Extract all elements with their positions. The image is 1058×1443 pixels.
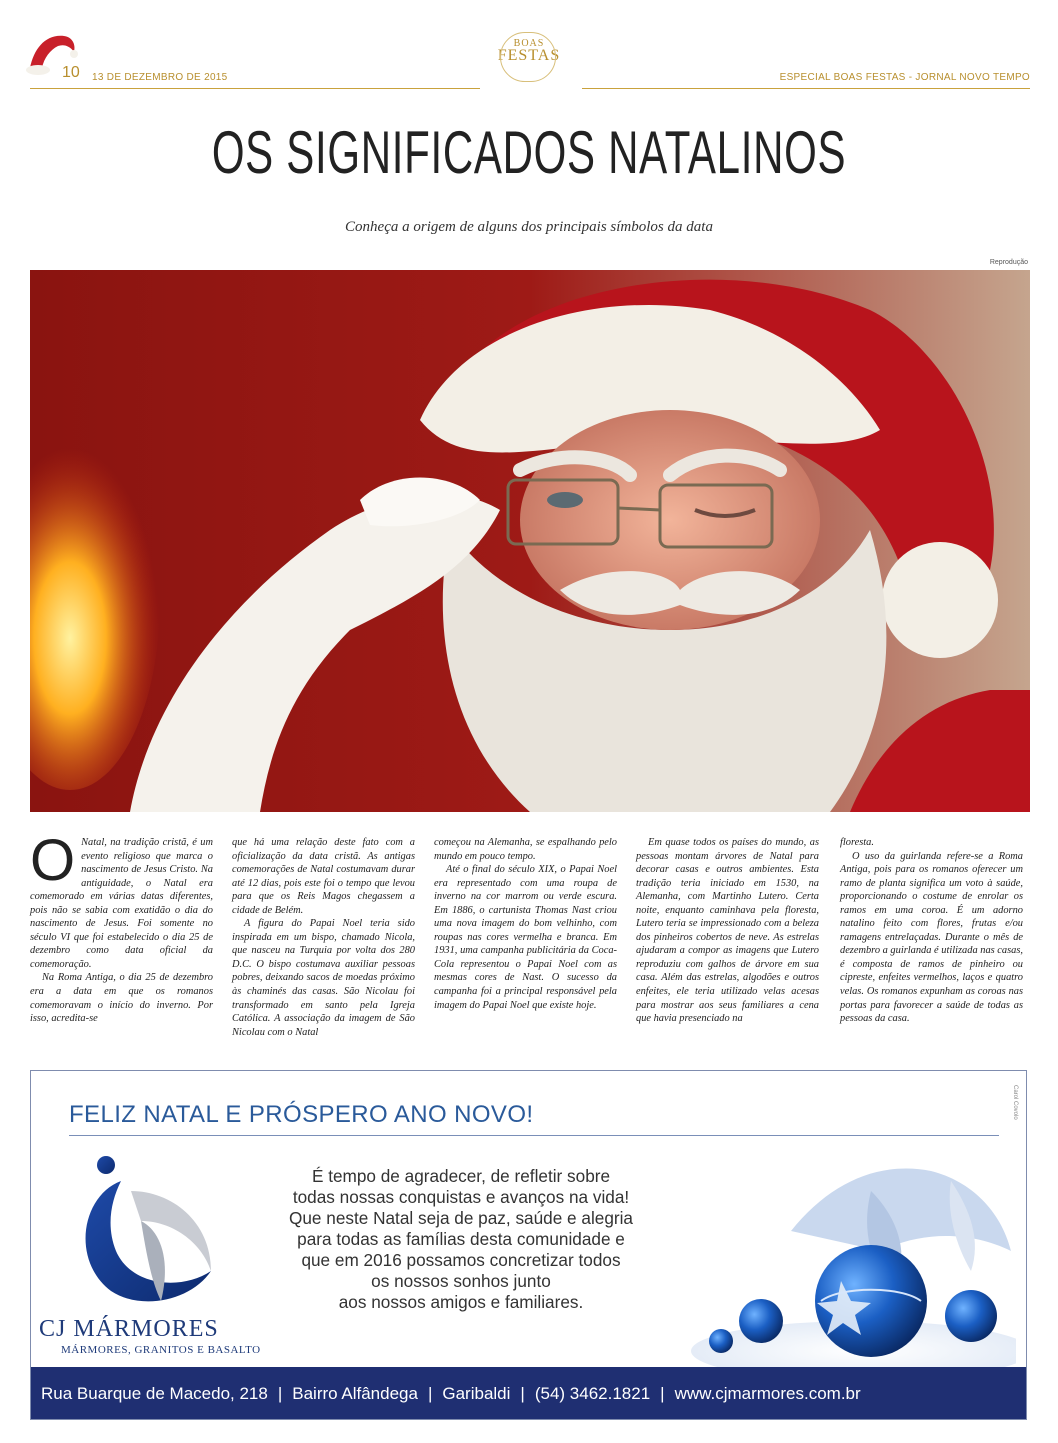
article-title: OS SIGNIFICADOS NATALINOS: [211, 119, 847, 186]
ad-message-line: todas nossas conquistas e avanços na vida!: [292, 1187, 630, 1207]
santa-claus-photo: [30, 270, 1030, 812]
article-paragraph: Natal, na tradição cristã, é um evento religioso que marca o nascimento de Jesus Cristo. Na antiguidade, o Natal era comemorado em várias datas diferentes, pois não se sabia com exatidão o dia do nascimento de Jesus. Foi somente no século VI que foi estabelecido o dia 25 de dezembro como data oficial da comemoração.: [30, 837, 213, 970]
section-label: ESPECIAL BOAS FESTAS - JORNAL NOVO TEMPO: [779, 72, 1030, 83]
header-rule-left: [30, 88, 480, 89]
ad-message-line: aos nossos amigos e familiares.: [338, 1292, 584, 1312]
article-column-3: [434, 836, 617, 1012]
article-paragraph: Na Roma Antiga, o dia 25 de dezembro era a data em que os romanos comemoravam o início do inverno. Por isso, acredita-se: [30, 972, 213, 1025]
ad-heading: FELIZ NATAL E PRÓSPERO ANO NOVO!: [69, 1101, 534, 1128]
ad-website-link[interactable]: www.cjmarmores.com.br: [674, 1384, 861, 1403]
ad-city: Garibaldi: [442, 1384, 511, 1403]
drop-cap: O: [30, 828, 76, 893]
separator: |: [520, 1384, 525, 1403]
separator: |: [660, 1384, 665, 1403]
ad-message: [271, 1166, 651, 1313]
article-paragraph: que há uma relação deste fato com a oficialização da data cristã. As antigas comemorações de Natal costumavam durar até 12 dias, pois este foi o tempo que levou para que os Reis Magos chegassem a cidade de Belém.: [232, 837, 415, 916]
ad-message-line: É tempo de agradecer, de refletir sobre: [311, 1166, 611, 1186]
article-subtitle: Conheça a origem de alguns dos principais símbolos da data: [345, 219, 713, 235]
advertisement-box: [30, 1070, 1027, 1420]
ad-address: Rua Buarque de Macedo, 218: [41, 1384, 268, 1403]
article-paragraph: Até o final do século XIX, o Papai Noel era representado com uma roupa de inverno na cor marrom ou verde escura. Em 1886, o cartunista Thomas Nast criou uma nova imagem do bom velhinho, com roupas nas cores vermelha e branca. Em 1931, uma campanha publicitária da Coca-Cola representou o Papai Noel com as mesmas cores de Nast. O sucesso da campanha foi a principal responsável pela imagem do Papai Noel que existe hoje.: [434, 864, 617, 1011]
issue-date: 13 DE DEZEMBRO DE 2015: [92, 72, 228, 83]
ad-message-line: os nossos sonhos junto: [371, 1271, 551, 1291]
boas-festas-logo: [494, 32, 564, 84]
logo-top-text: BOAS: [513, 38, 545, 49]
ad-neighborhood: Bairro Alfândega: [292, 1384, 418, 1403]
article-column-4: [636, 836, 819, 1026]
company-name: CJ MÁRMORES: [39, 1316, 219, 1342]
article-paragraph: Em quase todos os países do mundo, as pessoas montam árvores de Natal para decorar casas e outros ambientes. Esta tradição teria iniciado em 1530, na Alemanha, com Martinho Lutero. Certa noite, enquanto caminhava pela floresta, Lutero teria se impressionado com a beleza dos pinheiros cobertos de neve. As estrelas ajudaram a compor as imagens que Lutero reproduziu com galhos de árvore em sua casa. Além das estrelas, algodões e outros enfeites, ele teria utilizado velas acesas para mostrar aos seus familiares a cena que havia presenciado na: [636, 837, 819, 1025]
ad-message-line: que em 2016 possamos concretizar todos: [301, 1250, 621, 1270]
article-paragraph: começou na Alemanha, se espalhando pelo mundo em pouco tempo.: [434, 837, 617, 862]
article-column-5: [840, 836, 1023, 1026]
separator: |: [427, 1384, 433, 1403]
article-column-2: [232, 836, 415, 1039]
ad-message-line: Que neste Natal seja de paz, saúde e alegria: [289, 1208, 633, 1228]
photo-credit: Reprodução: [989, 259, 1028, 266]
article-column-1: [30, 828, 213, 1026]
separator: |: [277, 1384, 283, 1403]
logo-bottom-text: FESTAS: [497, 47, 561, 64]
article-paragraph: A figura do Papai Noel teria sido inspirada em um bispo, chamado Nicola, que nasceu na Turquia por volta dos 280 D.C. O bispo costumava auxiliar pessoas pobres, deixando sacos de moedas próximo às chaminés das casas. São Nicolau foi transformado em santo pela Igreja Católica. A associação da imagem de São Nicolau com o Natal: [232, 918, 415, 1038]
header-rule-right: [582, 88, 1030, 89]
ad-heading-rule: [69, 1135, 999, 1136]
ad-vertical-credit: Carol Covolo: [1012, 1085, 1018, 1120]
page-number: 10: [62, 64, 80, 81]
company-tagline: MÁRMORES, GRANITOS E BASALTO: [61, 1344, 261, 1356]
article-paragraph: O uso da guirlanda refere-se a Roma Antiga, pois para os romanos oferecer um ramo de planta significa um voto à saúde, proporcionando o costume de enrolar os ramos em uma coroa. É um adorno natalino feito com flores, frutas e/ou ramagens entrelaçadas. Durante o mês de dezembro a guirlanda é utilizada nas casas, é composta de ramos de pinheiro ou cipreste, enfeites vermelhos, laços e quatro velas. Os romanos expunham as coroas nas portas para favorecer a saúde de todas as pessoas da casa.: [840, 850, 1023, 1025]
cj-logo-icon: [61, 1151, 261, 1321]
article-paragraph: floresta.: [840, 837, 874, 848]
ad-message-line: para todas as famílias desta comunidade e: [297, 1229, 625, 1249]
ad-contact-bar: [31, 1367, 1027, 1420]
christmas-ornaments-image: [671, 1151, 1016, 1367]
ad-phone: (54) 3462.1821: [534, 1384, 651, 1403]
